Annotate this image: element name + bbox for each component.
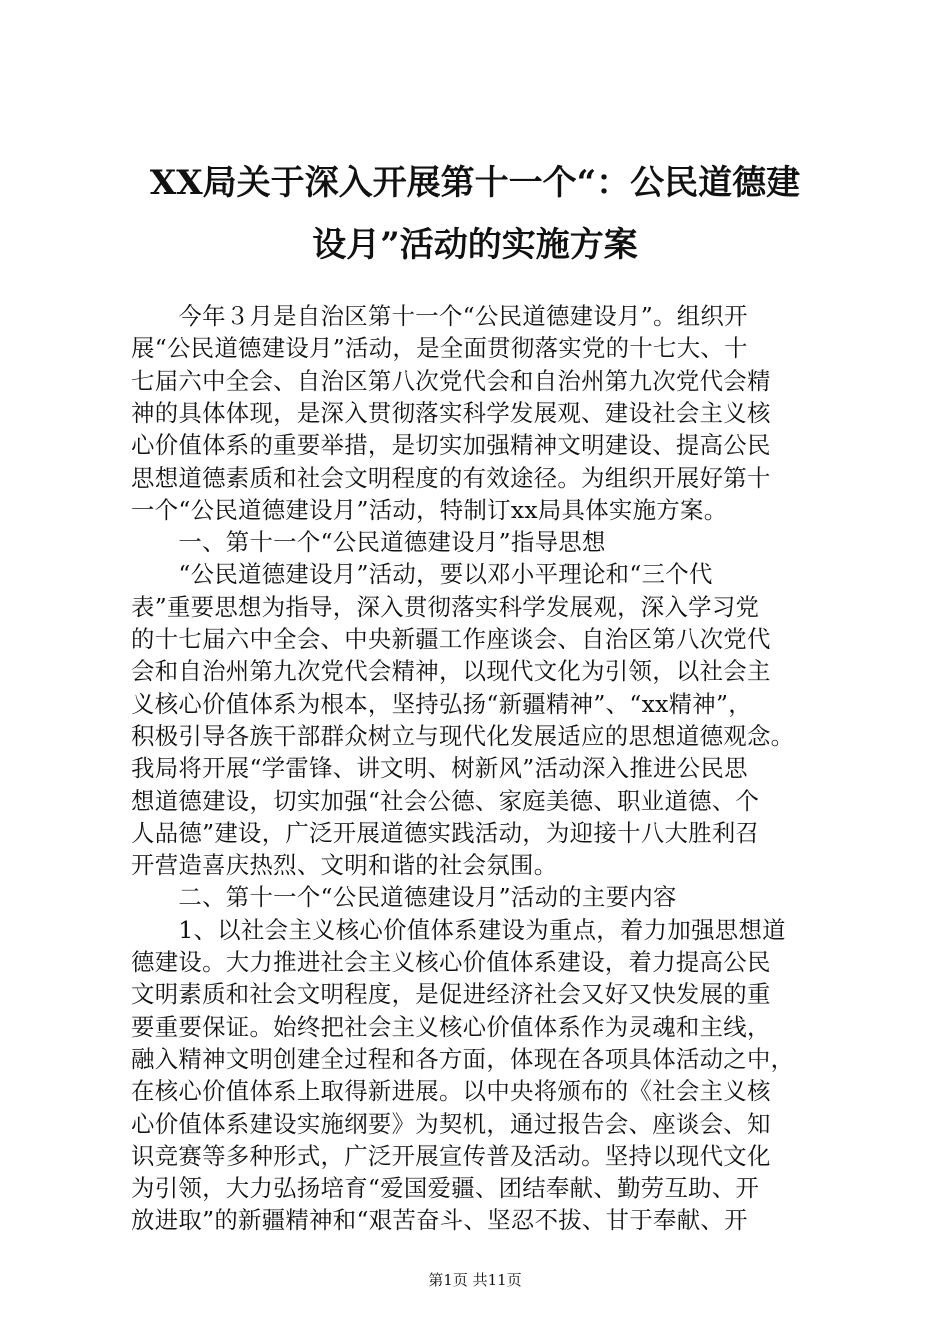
body-text-line: 人品德”建设，广泛开展道德实践活动，为迎接十八大胜利召: [131, 818, 760, 847]
body-text-line: 七届六中全会、自治区第八次党代会和自治州第九次党代会精: [131, 366, 771, 395]
body-text-line: 想道德建设，切实加强“社会公德、家庭美德、职业道德、个: [131, 786, 760, 815]
body-text-line: 神的具体体现，是深入贯彻落实科学发展观、建设社会主义核: [131, 398, 771, 427]
body-text-line: 文明素质和社会文明程度，是促进经济社会又好又快发展的重: [131, 980, 771, 1009]
body-text-line: 义核心价值体系为根本，坚持弘扬“新疆精神”、“xx精神”，: [131, 689, 752, 718]
body-text-line: 积极引导各族干部群众树立与现代化发展适应的思想道德观念。: [131, 721, 795, 750]
body-text-line: 心价值体系建设实施纲要》为契机，通过报告会、座谈会、知: [131, 1109, 771, 1138]
body-text-line: 会和自治州第九次党代会精神，以现代文化为引领，以社会主: [131, 657, 771, 686]
body-text-line: 的十七届六中全会、中央新疆工作座谈会、自治区第八次党代: [131, 625, 771, 653]
body-text-line: 开营造喜庆热烈、文明和谐的社会氛围。: [131, 851, 558, 880]
body-text-line: 我局将开展“学雷锋、讲文明、树新风”活动深入推进公民思: [131, 754, 748, 783]
body-text-line: 放进取”的新疆精神和“艰苦奋斗、坚忍不拔、甘于奉献、开: [131, 1206, 748, 1235]
body-text-line: 1、以社会主义核心价值体系建设为重点，着力加强思想道: [131, 915, 786, 944]
body-text-line: 在核心价值体系上取得新进展。以中央将颁布的《社会主义核: [131, 1077, 771, 1106]
body-text-line: “公民道德建设月”活动，要以邓小平理论和“三个代: [131, 560, 713, 589]
body-text-line: 要重要保证。始终把社会主义核心价值体系作为灵魂和主线，: [131, 1012, 771, 1041]
document-title-line-2: 设月”活动的实施方案: [312, 225, 638, 265]
body-text-line: 为引领，大力弘扬培育“爱国爱疆、团结奉献、勤劳互助、开: [131, 1174, 760, 1203]
body-text-line: 一个“公民道德建设月”活动，特制订xx局具体实施方案。: [131, 495, 728, 524]
body-text-line: 融入精神文明创建全过程和各方面，体现在各项具体活动之中，: [131, 1044, 795, 1073]
body-text-line: 心价值体系的重要举措，是切实加强精神文明建设、提高公民: [131, 431, 771, 460]
page-number-footer: 第1页 共11页: [428, 1271, 522, 1289]
body-text-line: 德建设。大力推进社会主义核心价值体系建设，着力提高公民: [131, 948, 771, 976]
body-text-line: 二、第十一个“公民道德建设月”活动的主要内容: [131, 883, 677, 912]
body-text-line: 展“公民道德建设月”活动，是全面贯彻落实党的十七大、十: [131, 334, 748, 363]
body-text-line: 表”重要思想为指导，深入贯彻落实科学发展观，深入学习党: [131, 592, 760, 621]
body-text-line: 一、第十一个“公民道德建设月”指导思想: [131, 528, 606, 557]
body-text-line: 识竞赛等多种形式，广泛开展宣传普及活动。坚持以现代文化: [131, 1141, 771, 1170]
body-text-line: 思想道德素质和社会文明程度的有效途径。为组织开展好第十: [131, 463, 771, 492]
document-title-line-1: XX局关于深入开展第十一个“：公民道德建: [149, 163, 801, 203]
body-text-line: 今年３月是自治区第十一个“公民道德建设月”。组织开: [131, 302, 748, 330]
